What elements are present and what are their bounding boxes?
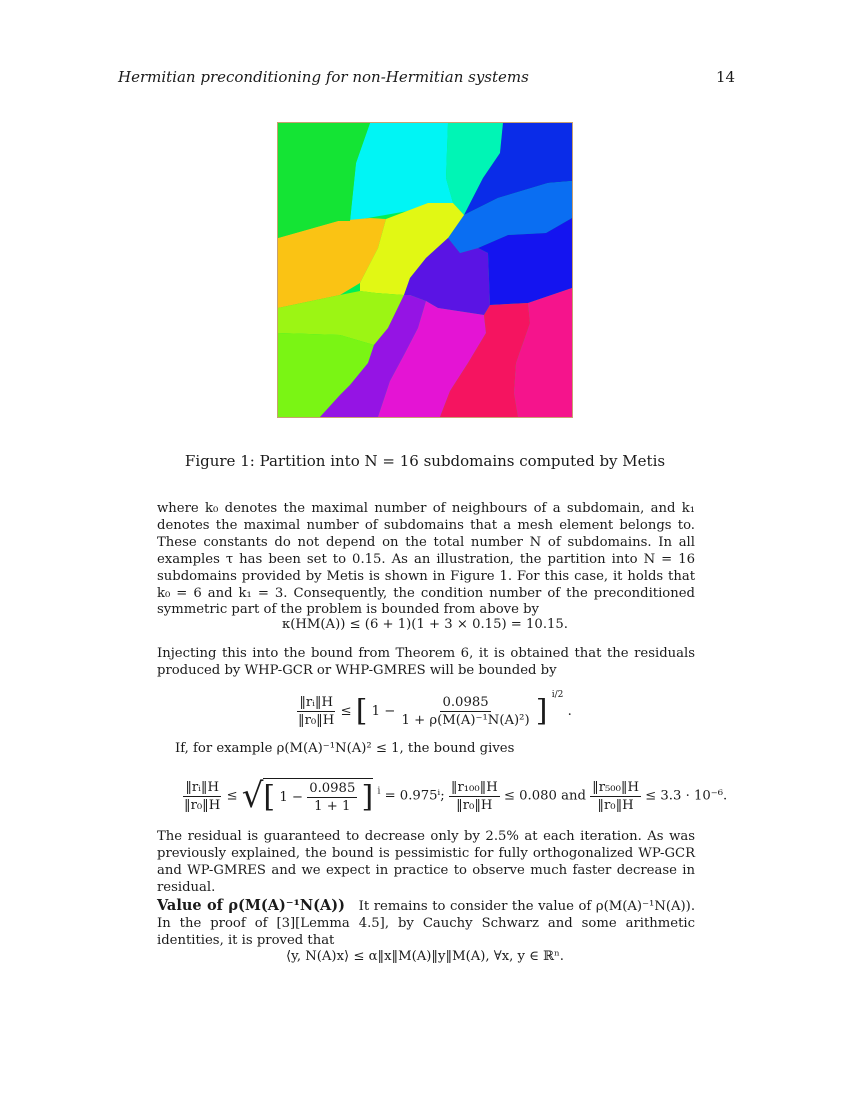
bound-fraction-num: 0.0985 xyxy=(442,695,489,710)
r500-den: ‖r₀‖H xyxy=(597,797,634,813)
sqrt-fraction xyxy=(307,781,357,814)
r500-bound: ≤ 3.3 · 10⁻⁶. xyxy=(645,788,728,804)
sqrt-content xyxy=(263,778,373,814)
paragraph-residual xyxy=(157,829,695,897)
section-spectral-radius-text xyxy=(157,898,695,950)
leq-symbol: ≤ xyxy=(340,704,352,719)
bound-fraction-den: 1 + ρ(M(A)⁻¹N(A)²) xyxy=(401,713,530,728)
running-header-title: Hermitian preconditioning for non-Hermitian systems xyxy=(118,68,529,86)
paragraph-constants-text: where k₀ denotes the maximal number of neighbours of a subdomain, and k₁ denotes the maximal number of subdomains that a mesh element belongs to. These constants do not depend on the total number N of subdomains. In all examples τ has been set to 0.15. As an illustration, the partition into N = 16 subdomains provided by Metis is shown in Figure 1. For this case, it holds that k₀ = 6 and k₁ = 3. Consequently, the condition number of the preconditioned symmetric part of the problem is bounded from above by xyxy=(157,501,695,618)
one-minus: 1 − xyxy=(371,704,396,719)
paragraph-residual-text: The residual is guaranteed to decrease only by 2.5% at each iteration. As was previously explained, the bound is pessimistic for fully orthogonalized WP-GCR and WP-GMRES and we expect in practice to observe much faster decrease in residual. xyxy=(157,829,695,895)
page-number: 14 xyxy=(716,68,736,86)
r100-ratio xyxy=(449,780,500,813)
residual-ratio-2 xyxy=(182,780,222,813)
r500-ratio xyxy=(590,780,641,813)
bound-fraction xyxy=(400,695,532,728)
r100-den: ‖r₀‖H xyxy=(456,797,493,813)
one-minus-2: 1 − xyxy=(279,790,303,805)
r500-num: ‖r₅₀₀‖H xyxy=(592,779,639,795)
equation-condition-number: κ(HM(A)) ≤ (6 + 1)(1 + 3 × 0.15) = 10.15. xyxy=(282,617,568,632)
equals-rate: = 0.975ⁱ; xyxy=(384,788,445,804)
r100-bound: ≤ 0.080 and xyxy=(503,788,586,804)
paragraph-constants xyxy=(157,501,695,619)
residual-ratio-2-den: ‖r₀‖H xyxy=(184,797,221,813)
right-bracket: ] xyxy=(535,693,548,729)
figure-caption: Figure 1: Partition into N = 16 subdomains computed by Metis xyxy=(184,452,666,470)
r100-num: ‖r₁₀₀‖H xyxy=(450,779,498,795)
partition-figure xyxy=(277,122,573,418)
equation-residual-bound xyxy=(296,690,572,728)
residual-ratio xyxy=(296,695,336,728)
residual-ratio-2-num: ‖rᵢ‖H xyxy=(185,779,219,795)
right-bracket-2: ] xyxy=(361,779,374,815)
section-heading: Value of ρ(M(A)⁻¹N(A)) xyxy=(157,897,345,914)
sqrt-exponent: i xyxy=(377,786,381,797)
equation-bound-gives xyxy=(182,776,727,816)
paragraph-injecting xyxy=(157,646,695,680)
paragraph-example: If, for example ρ(M(A)⁻¹N(A)² ≤ 1, the bound gives xyxy=(175,741,515,756)
equation-end: . xyxy=(567,704,572,719)
residual-ratio-den: ‖r₀‖H xyxy=(298,713,335,728)
left-bracket-2: [ xyxy=(263,779,276,815)
bound-exponent: i/2 xyxy=(551,690,564,700)
section-spectral-radius xyxy=(157,898,695,950)
partition-map xyxy=(278,123,572,417)
section-body: It remains to consider the value of ρ(M(A)⁻¹N(A)). In the proof of [3][Lemma 4.5], by Cauchy Schwarz and some arithmetic identities, it is proved that xyxy=(157,899,696,948)
paragraph-injecting-text: Injecting this into the bound from Theorem 6, it is obtained that the residuals produced by WHP-GCR or WHP-GMRES will be bounded by xyxy=(157,646,695,678)
left-bracket: [ xyxy=(355,693,368,729)
sqrt-symbol: √ xyxy=(241,776,264,816)
sqrt-fraction-num: 0.0985 xyxy=(309,781,356,796)
residual-ratio-num: ‖rᵢ‖H xyxy=(299,695,333,710)
leq-symbol-2: ≤ xyxy=(226,788,238,804)
equation-cauchy-schwarz: ⟨y, N(A)x⟩ ≤ α‖x‖M(A)‖y‖M(A), ∀x, y ∈ ℝⁿ. xyxy=(285,949,564,964)
sqrt-fraction-den: 1 + 1 xyxy=(314,799,351,814)
